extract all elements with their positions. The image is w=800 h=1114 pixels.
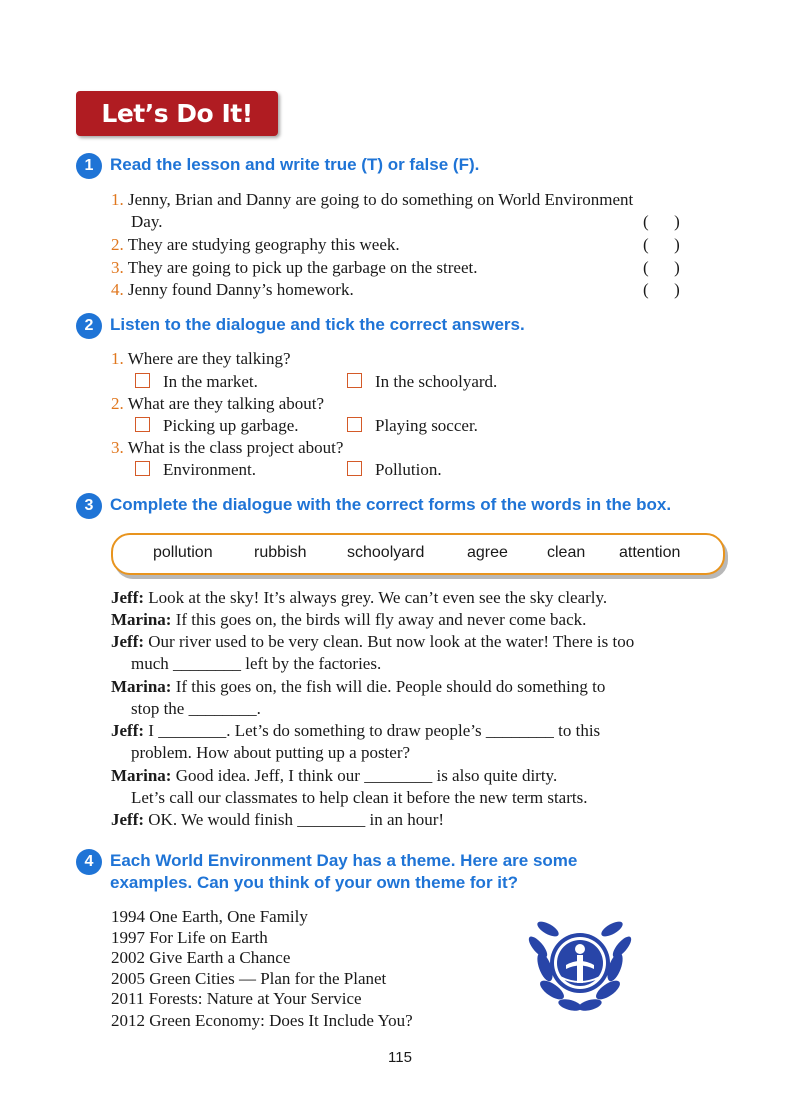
checkbox-icon[interactable] xyxy=(347,417,362,432)
theme-1997: 1997 For Life on Earth xyxy=(111,928,268,947)
tf-item-1-number: 1. xyxy=(111,190,124,209)
mc-option-3a[interactable] xyxy=(135,459,256,481)
mc-option-1a-label: In the market. xyxy=(163,372,258,391)
mc-question-2-number: 2. xyxy=(111,394,124,413)
tf-answer-2[interactable]: ( ) xyxy=(643,235,680,254)
theme-2012: 2012 Green Economy: Does It Include You? xyxy=(111,1011,413,1030)
tf-item-1-cont: Day. xyxy=(131,212,163,231)
checkbox-icon[interactable] xyxy=(135,373,150,388)
dialogue-line-7 xyxy=(111,809,444,831)
tf-item-4 xyxy=(111,279,354,301)
mc-question-2-text: What are they talking about? xyxy=(127,394,325,413)
dialogue-line-1 xyxy=(111,587,607,609)
theme-1994: 1994 One Earth, One Family xyxy=(111,907,308,926)
tf-answer-1[interactable]: ( ) xyxy=(643,212,680,231)
tf-item-3-text: They are going to pick up the garbage on the street. xyxy=(127,258,478,277)
lets-do-it-banner xyxy=(76,91,278,136)
dialogue-line-3-cont: much ________ left by the factories. xyxy=(131,654,382,673)
mc-option-2b[interactable] xyxy=(347,415,478,437)
word-rubbish: rubbish xyxy=(254,544,307,561)
mc-question-1-number: 1. xyxy=(111,349,124,368)
mc-question-3-text: What is the class project about? xyxy=(127,438,344,457)
mc-option-3b-label: Pollution. xyxy=(375,460,442,479)
dialogue-line-2 xyxy=(111,609,586,631)
word-box xyxy=(111,533,725,575)
mc-option-1b-label: In the schoolyard. xyxy=(375,372,498,391)
speaker-jeff: Jeff: xyxy=(111,632,145,651)
word-clean: clean xyxy=(547,544,586,561)
dialogue-line-5 xyxy=(111,720,600,742)
section-3-title: Complete the dialogue with the correct forms of the words in the box. xyxy=(110,495,672,514)
dialogue-text: Our river used to be very clean. But now look at the water! There is too xyxy=(144,632,635,651)
mc-option-1a[interactable] xyxy=(135,371,258,393)
mc-option-3a-label: Environment. xyxy=(163,460,257,479)
speaker-marina: Marina: xyxy=(111,677,172,696)
section-1-title: Read the lesson and write true (T) or false (F). xyxy=(110,155,480,174)
checkbox-icon[interactable] xyxy=(135,417,150,432)
theme-2011: 2011 Forests: Nature at Your Service xyxy=(111,989,362,1008)
section-1-number: 1 xyxy=(76,153,102,179)
mc-question-3-number: 3. xyxy=(111,438,124,457)
speaker-jeff: Jeff: xyxy=(111,721,145,740)
banner-title: Let’s Do It! xyxy=(101,99,253,128)
dialogue-text: If this goes on, the birds will fly away and never come back. xyxy=(171,610,587,629)
mc-option-2b-label: Playing soccer. xyxy=(375,416,478,435)
checkbox-icon[interactable] xyxy=(135,461,150,476)
speaker-jeff: Jeff: xyxy=(111,810,145,829)
section-4-title-line-2: examples. Can you think of your own theme for it? xyxy=(110,873,519,892)
tf-answer-3[interactable]: ( ) xyxy=(643,258,680,277)
section-4-number: 4 xyxy=(76,849,102,875)
word-schoolyard: schoolyard xyxy=(347,544,425,561)
mc-option-2a-label: Picking up garbage. xyxy=(163,416,299,435)
speaker-jeff: Jeff: xyxy=(111,588,145,607)
tf-item-2-text: They are studying geography this week. xyxy=(127,235,400,254)
tf-item-2 xyxy=(111,234,400,256)
dialogue-text: Look at the sky! It’s always grey. We can’t even see the sky clearly. xyxy=(144,588,608,607)
speaker-marina: Marina: xyxy=(111,766,172,785)
tf-answer-4[interactable]: ( ) xyxy=(643,280,680,299)
word-attention: attention xyxy=(619,544,681,561)
section-3-number: 3 xyxy=(76,493,102,519)
tf-item-3 xyxy=(111,257,478,279)
tf-item-4-text: Jenny found Danny’s homework. xyxy=(128,280,354,299)
checkbox-icon[interactable] xyxy=(347,461,362,476)
speaker-marina: Marina: xyxy=(111,610,172,629)
dialogue-line-6-cont: Let’s call our classmates to help clean it before the new term starts. xyxy=(131,788,588,807)
tf-item-4-number: 4. xyxy=(111,280,124,299)
mc-option-1b[interactable] xyxy=(347,371,497,393)
mc-option-3b[interactable] xyxy=(347,459,442,481)
theme-2005: 2005 Green Cities — Plan for the Planet xyxy=(111,969,387,988)
dialogue-text: If this goes on, the fish will die. People should do something to xyxy=(171,677,606,696)
mc-option-2a[interactable] xyxy=(135,415,299,437)
section-4-title-line-1: Each World Environment Day has a theme. Here are some xyxy=(110,851,578,870)
dialogue-line-5-cont: problem. How about putting up a poster? xyxy=(131,743,411,762)
page-number: 115 xyxy=(388,1049,412,1066)
unep-emblem-icon xyxy=(520,905,640,1025)
checkbox-icon[interactable] xyxy=(347,373,362,388)
mc-question-3 xyxy=(111,437,343,459)
dialogue-line-4 xyxy=(111,676,605,698)
tf-item-1-text: Jenny, Brian and Danny are going to do something on World Environment xyxy=(128,190,634,209)
mc-question-1 xyxy=(111,348,291,370)
tf-item-2-number: 2. xyxy=(111,235,124,254)
mc-question-2 xyxy=(111,393,324,415)
dialogue-text: I ________. Let’s do something to draw people’s ________ to this xyxy=(144,721,601,740)
word-pollution: pollution xyxy=(153,544,213,561)
section-2-number: 2 xyxy=(76,313,102,339)
theme-2002: 2002 Give Earth a Chance xyxy=(111,948,291,967)
word-agree: agree xyxy=(467,544,508,561)
dialogue-text: Good idea. Jeff, I think our ________ is also quite dirty. xyxy=(171,766,558,785)
dialogue-text: OK. We would finish ________ in an hour! xyxy=(144,810,445,829)
dialogue-line-4-cont: stop the ________. xyxy=(131,699,261,718)
dialogue-line-6 xyxy=(111,765,557,787)
tf-item-1 xyxy=(111,189,633,211)
mc-question-1-text: Where are they talking? xyxy=(127,349,291,368)
section-2-title: Listen to the dialogue and tick the correct answers. xyxy=(110,315,525,334)
dialogue-line-3 xyxy=(111,631,634,653)
tf-item-3-number: 3. xyxy=(111,258,124,277)
